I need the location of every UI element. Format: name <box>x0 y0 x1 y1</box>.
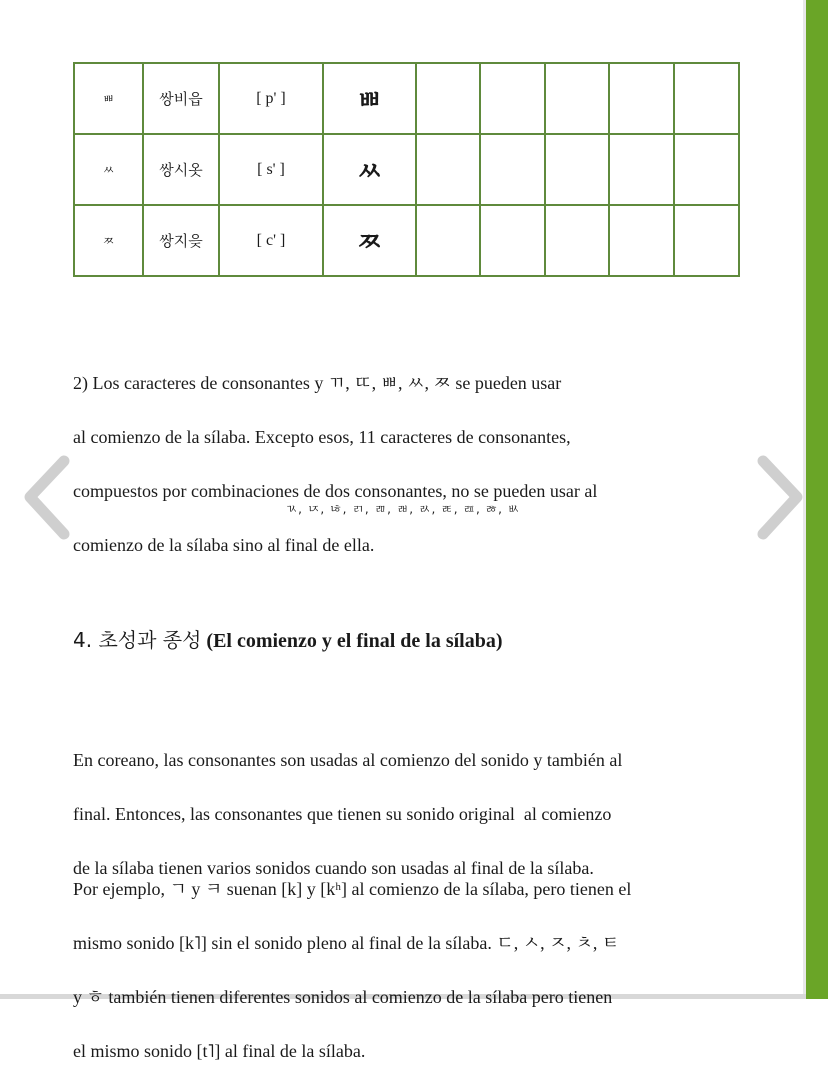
line: y ㅎ también tienen diferentes sonidos al comienzo de la sílaba pero tienen <box>73 987 613 1007</box>
char-cell: ㅉ <box>74 205 143 276</box>
char-cell: ㅃ <box>74 63 143 134</box>
line: comienzo de la sílaba sino al final de ella. <box>73 535 375 555</box>
line: al comienzo de la sílaba. Excepto esos, 11 caracteres de consonantes, <box>73 427 571 447</box>
chevron-right-icon <box>755 455 805 540</box>
consonant-table <box>73 62 740 277</box>
sound-cell: [ c' ] <box>219 205 323 276</box>
line: el mismo sonido [t˥] al final de la sílaba. <box>73 1041 366 1061</box>
double-consonant-list: ㄳ, ㄵ, ㄶ, ㄺ, ㄻ, ㄼ, ㄽ, ㄾ, ㄿ, ㅀ, ㅄ <box>285 502 521 516</box>
line: compuestos por combinaciones de dos consonantes, no se pueden usar al <box>73 481 598 501</box>
name-cell: 쌍시옷 <box>143 134 219 205</box>
table-row <box>74 63 739 134</box>
page-edge-green <box>806 0 828 999</box>
line: En coreano, las consonantes son usadas al comienzo del sonido y también al <box>73 750 623 770</box>
previous-page-button[interactable] <box>22 455 72 540</box>
heading-korean: 4. 초성과 종성 <box>73 628 202 652</box>
line: final. Entonces, las consonantes que tienen su sonido original al comienzo <box>73 804 612 824</box>
paragraph-consonants <box>73 343 597 586</box>
table-row <box>74 134 739 205</box>
line: Por ejemplo, ㄱ y ㅋ suenan [k] y [kʰ] al comienzo de la sílaba, pero tienen el <box>73 879 632 899</box>
sound-cell: [ p' ] <box>219 63 323 134</box>
paragraph-example <box>73 849 631 1092</box>
name-cell: 쌍지읒 <box>143 205 219 276</box>
line: 2) Los caracteres de consonantes y ㄲ, ㄸ, ㅃ, ㅆ, ㅉ se pueden usar <box>73 373 562 393</box>
heading-spanish: (El comienzo y el final de la sílaba) <box>201 630 503 652</box>
section-heading <box>73 624 503 653</box>
stroke-cell: ㅃ <box>323 63 416 134</box>
stroke-cell: ㅆ <box>323 134 416 205</box>
chevron-left-icon <box>22 455 72 540</box>
stroke-cell: ㅉ <box>323 205 416 276</box>
sound-cell: [ s' ] <box>219 134 323 205</box>
table-row <box>74 205 739 276</box>
name-cell: 쌍비읍 <box>143 63 219 134</box>
next-page-button[interactable] <box>755 455 805 540</box>
line: mismo sonido [k˥] sin el sonido pleno al final de la sílaba. ㄷ, ㅅ, ㅈ, ㅊ, ㅌ <box>73 933 620 953</box>
char-cell: ㅆ <box>74 134 143 205</box>
line: de la sílaba tienen varios sonidos cuando son usadas al final de la sílaba. <box>73 858 594 878</box>
